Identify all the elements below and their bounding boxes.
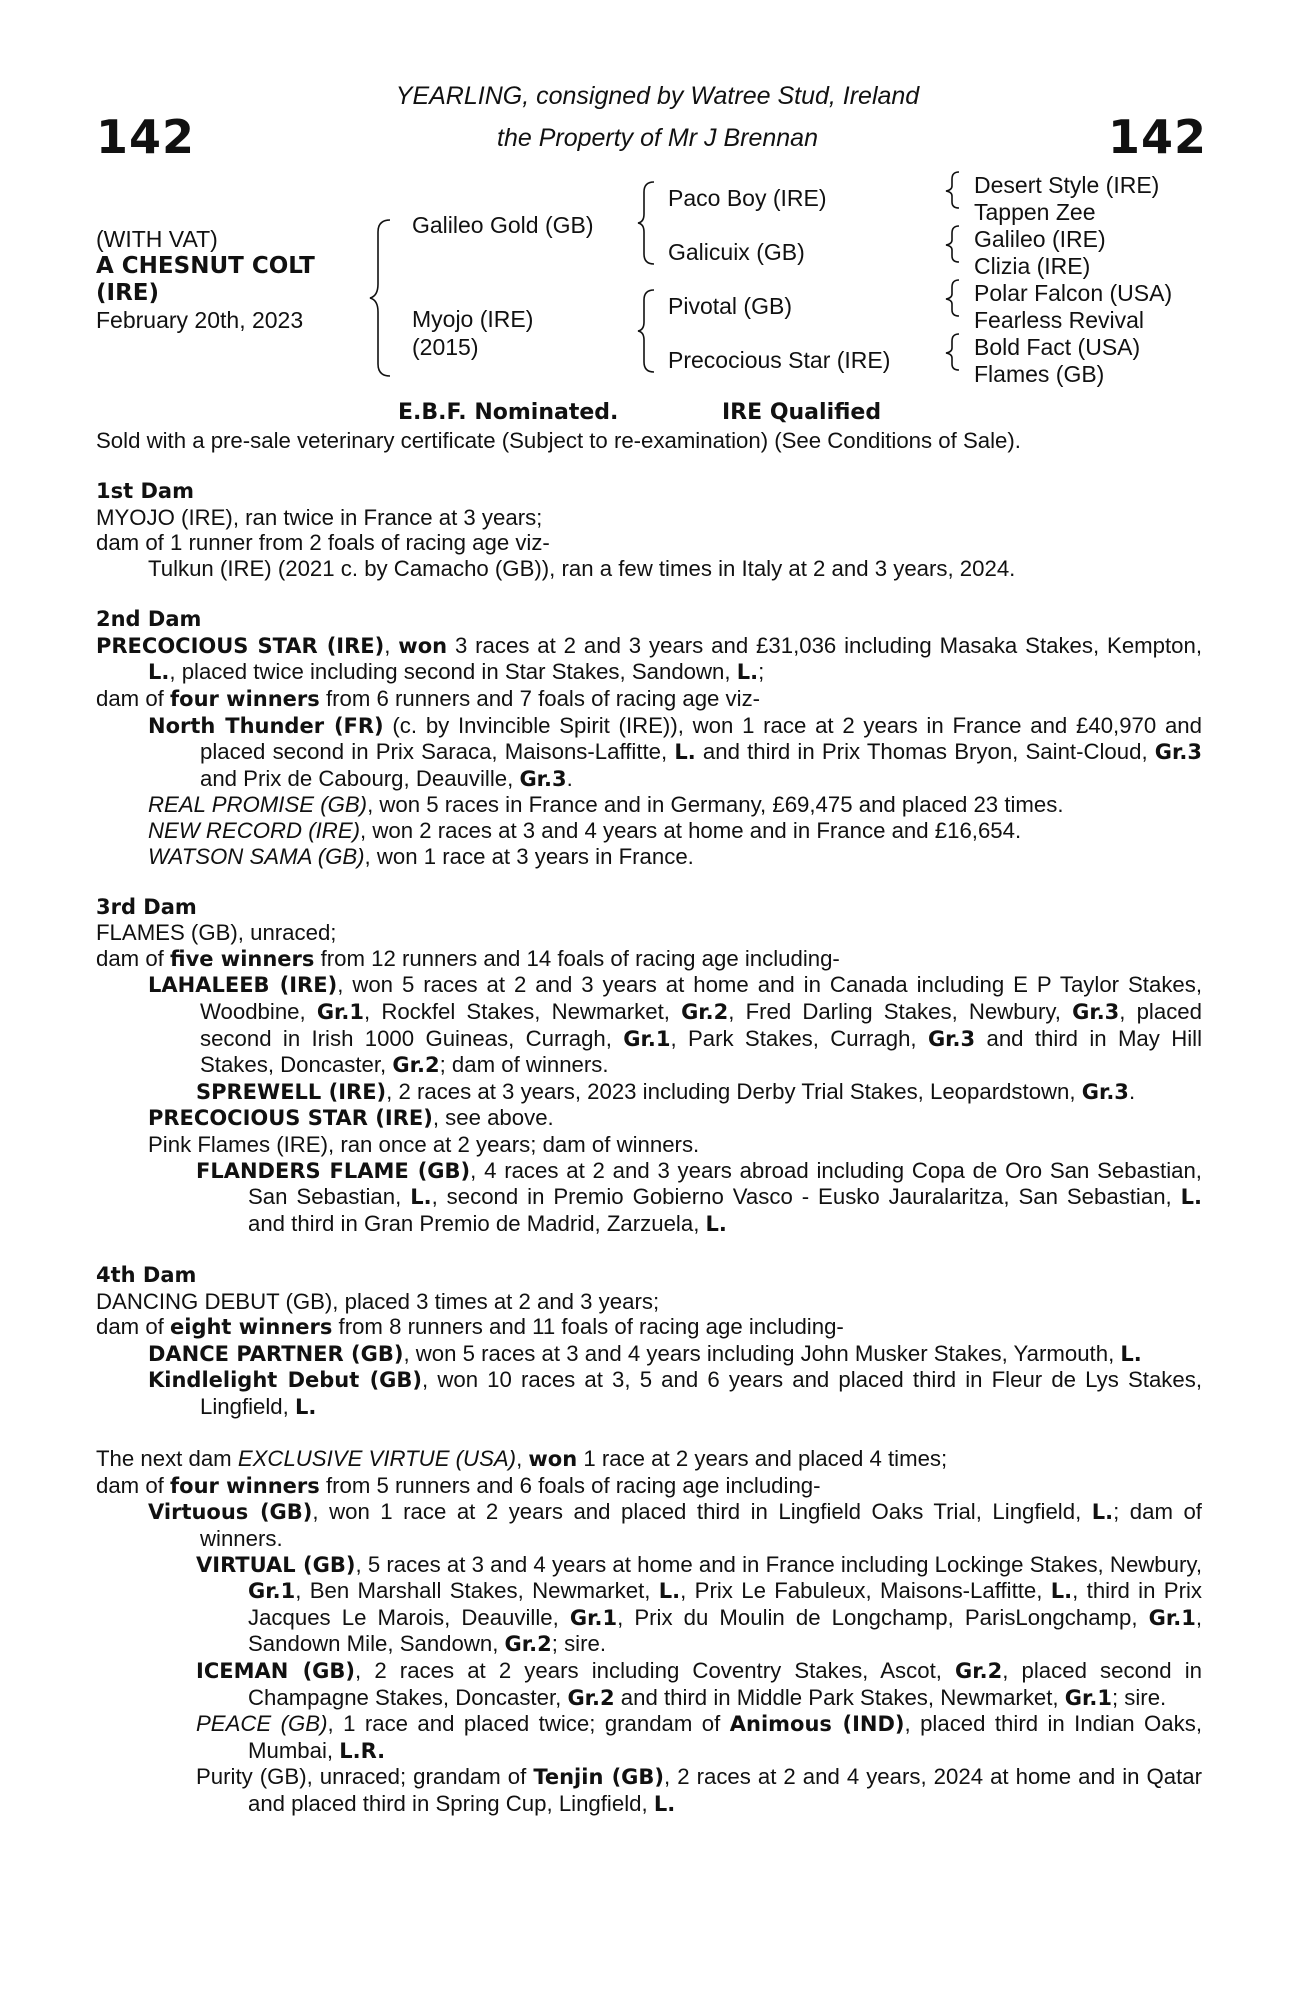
progeny-entry: North Thunder (FR) (c. by Invincible Spirit (IRE)), won 1 race at 2 years in France and £40,970 and placed second in Prix Saraca, Maisons-Laffitte, L. and third in Prix Thomas Bryon, Saint-Cloud, Gr.3 and Prix de Cabourg, Deauville, Gr.3. — [148, 712, 1202, 791]
dam-dam: Precocious Star (IRE) — [668, 347, 891, 373]
g6: Fearless Revival — [974, 307, 1144, 333]
next-dam-line: The next dam EXCLUSIVE VIRTUE (USA), won 1 race at 2 years and placed 4 times; — [96, 1446, 948, 1472]
progeny-entry: Pink Flames (IRE), ran once at 2 years; dam of winners. — [148, 1132, 700, 1158]
sire-sire: Paco Boy (IRE) — [668, 185, 827, 211]
sire-line-brace — [636, 180, 660, 266]
dam: Myojo (IRE) — [412, 306, 534, 332]
fourth-dam-line: DANCING DEBUT (GB), placed 3 times at 2 and 3 years; — [96, 1288, 660, 1314]
g8: Flames (GB) — [974, 361, 1105, 387]
progeny-entry: REAL PROMISE (GB), won 5 races in France and in Germany, £69,475 and placed 23 times. — [148, 792, 1064, 818]
progeny-entry: PRECOCIOUS STAR (IRE), see above. — [148, 1105, 554, 1131]
fourth-dam-summary: dam of eight winners from 8 runners and 11 foals of racing age including- — [96, 1314, 844, 1340]
second-dam-summary: dam of four winners from 6 runners and 7 foals of racing age viz- — [96, 685, 761, 711]
first-dam-line: MYOJO (IRE), ran twice in France at 3 years; — [96, 504, 543, 530]
lot-number-right: 142 — [1107, 110, 1207, 164]
grandprogeny-entry: FLANDERS FLAME (GB), 4 races at 2 and 3 years abroad including Copa de Oro San Sebastian, San Sebastian, L., second in Premio Gobierno Vasco - Eusko Jauralaritza, San Sebastian, L. and third in Gran Premio de Madrid, Zarzuela, L. — [196, 1157, 1203, 1236]
g4: Clizia (IRE) — [974, 253, 1091, 279]
property-line: the Property of Mr J Brennan — [497, 124, 818, 152]
g7: Bold Fact (USA) — [974, 334, 1141, 360]
lot-number-left: 142 — [96, 110, 196, 164]
second-dam-entry: PRECOCIOUS STAR (IRE), won 3 races at 2 and 3 years and £31,036 including Masaka Stakes, Kempton, L., placed twice including second in Star Stakes, Sandown, L.; — [96, 632, 1202, 685]
sire: Galileo Gold (GB) — [412, 212, 594, 238]
sire-dam-brace — [368, 218, 398, 378]
g12-brace — [944, 170, 964, 210]
first-dam-line: dam of 1 runner from 2 foals of racing age viz- — [96, 530, 550, 556]
horse-name: A CHESNUT COLT — [96, 253, 315, 279]
progeny-entry: Kindlelight Debut (GB), won 10 races at 3, 5 and 6 years and placed third in Fleur de Lys Stakes, Lingfield, L. — [148, 1367, 1202, 1419]
dam-year: (2015) — [412, 334, 479, 360]
progeny-entry: DANCE PARTNER (GB), won 5 races at 3 and 4 years including John Musker Stakes, Yarmouth, L. — [148, 1340, 1142, 1366]
g2: Tappen Zee — [974, 199, 1096, 225]
g3: Galileo (IRE) — [974, 226, 1106, 252]
g78-brace — [944, 332, 964, 372]
first-dam-heading: 1st Dam — [96, 479, 194, 504]
ire-qualified: IRE Qualified — [722, 400, 882, 425]
foaling-date: February 20th, 2023 — [96, 307, 304, 333]
grandprogeny-entry: ICEMAN (GB), 2 races at 2 years including Coventry Stakes, Ascot, Gr.2, placed second in Champagne Stakes, Doncaster, Gr.2 and third in Middle Park Stakes, Newmarket, Gr.1; sire. — [196, 1657, 1203, 1710]
g1: Desert Style (IRE) — [974, 172, 1160, 198]
progeny-entry: NEW RECORD (IRE), won 2 races at 3 and 4 years at home and in France and £16,654. — [148, 817, 1022, 843]
sire-dam: Galicuix (GB) — [668, 239, 805, 265]
vat-note: (WITH VAT) — [96, 226, 218, 252]
grandprogeny-entry: Purity (GB), unraced; grandam of Tenjin (GB), 2 races at 2 and 4 years, 2024 at home and in Qatar and placed third in Spring Cup, Lingfield, L. — [196, 1764, 1202, 1816]
next-dam-summary: dam of four winners from 5 runners and 6 foals of racing age including- — [96, 1472, 821, 1498]
third-dam-summary: dam of five winners from 12 runners and 14 foals of racing age including- — [96, 945, 840, 971]
progeny-entry: Virtuous (GB), won 1 race at 2 years and placed third in Lingfield Oaks Trial, Lingfield, L.; dam of winners. — [148, 1499, 1202, 1551]
ebf-nominated: E.B.F. Nominated. — [398, 400, 619, 425]
g5: Polar Falcon (USA) — [974, 280, 1173, 306]
third-dam-line: FLAMES (GB), unraced; — [96, 920, 337, 946]
catalogue-body — [96, 428, 1202, 1817]
horse-name-country: (IRE) — [96, 280, 160, 306]
horse-description — [96, 226, 315, 334]
g34-brace — [944, 224, 964, 264]
consignor-line: YEARLING, consigned by Watree Stud, Ireland — [395, 82, 920, 110]
dam-sire: Pivotal (GB) — [668, 293, 792, 319]
third-dam-heading: 3rd Dam — [96, 894, 197, 919]
progeny-entry: WATSON SAMA (GB), won 1 race at 3 years in France. — [148, 843, 694, 869]
first-dam-progeny: Tulkun (IRE) (2021 c. by Camacho (GB)), ran a few times in Italy at 2 and 3 years, 2024. — [148, 555, 1016, 581]
vet-note: Sold with a pre-sale veterinary certificate (Subject to re-examination) (See Conditions of Sale). — [96, 428, 1021, 453]
progeny-entry: LAHALEEB (IRE), won 5 races at 2 and 3 years at home and in Canada including E P Taylor Stakes, Woodbine, Gr.1, Rockfel Stakes, Newmarket, Gr.2, Fred Darling Stakes, Newbury, Gr.3, placed second in Irish 1000 Guineas, Curragh, Gr.1, Park Stakes, Curragh, Gr.3 and third in May Hill Stakes, Doncaster, Gr.2; dam of winners. — [148, 972, 1203, 1078]
grandprogeny-entry: SPREWELL (IRE), 2 races at 3 years, 2023 including Derby Trial Stakes, Leopardstown, Gr.3. — [196, 1078, 1136, 1104]
grandprogeny-entry: VIRTUAL (GB), 5 races at 3 and 4 years at home and in France including Lockinge Stakes, Newbury, Gr.1, Ben Marshall Stakes, Newmarket, L., Prix Le Fabuleux, Maisons-Laffitte, L., third in Prix Jacques Le Marois, Deauville, Gr.1, Prix du Moulin de Longchamp, ParisLongchamp, Gr.1, Sandown Mile, Sandown, Gr.2; sire. — [196, 1551, 1202, 1657]
fourth-dam-heading: 4th Dam — [96, 1263, 197, 1287]
grandprogeny-entry: PEACE (GB), 1 race and placed twice; grandam of Animous (IND), placed third in Indian Oaks, Mumbai, L.R. — [196, 1711, 1203, 1763]
second-dam-heading: 2nd Dam — [96, 607, 202, 632]
g56-brace — [944, 278, 964, 318]
dam-line-brace — [636, 288, 660, 374]
